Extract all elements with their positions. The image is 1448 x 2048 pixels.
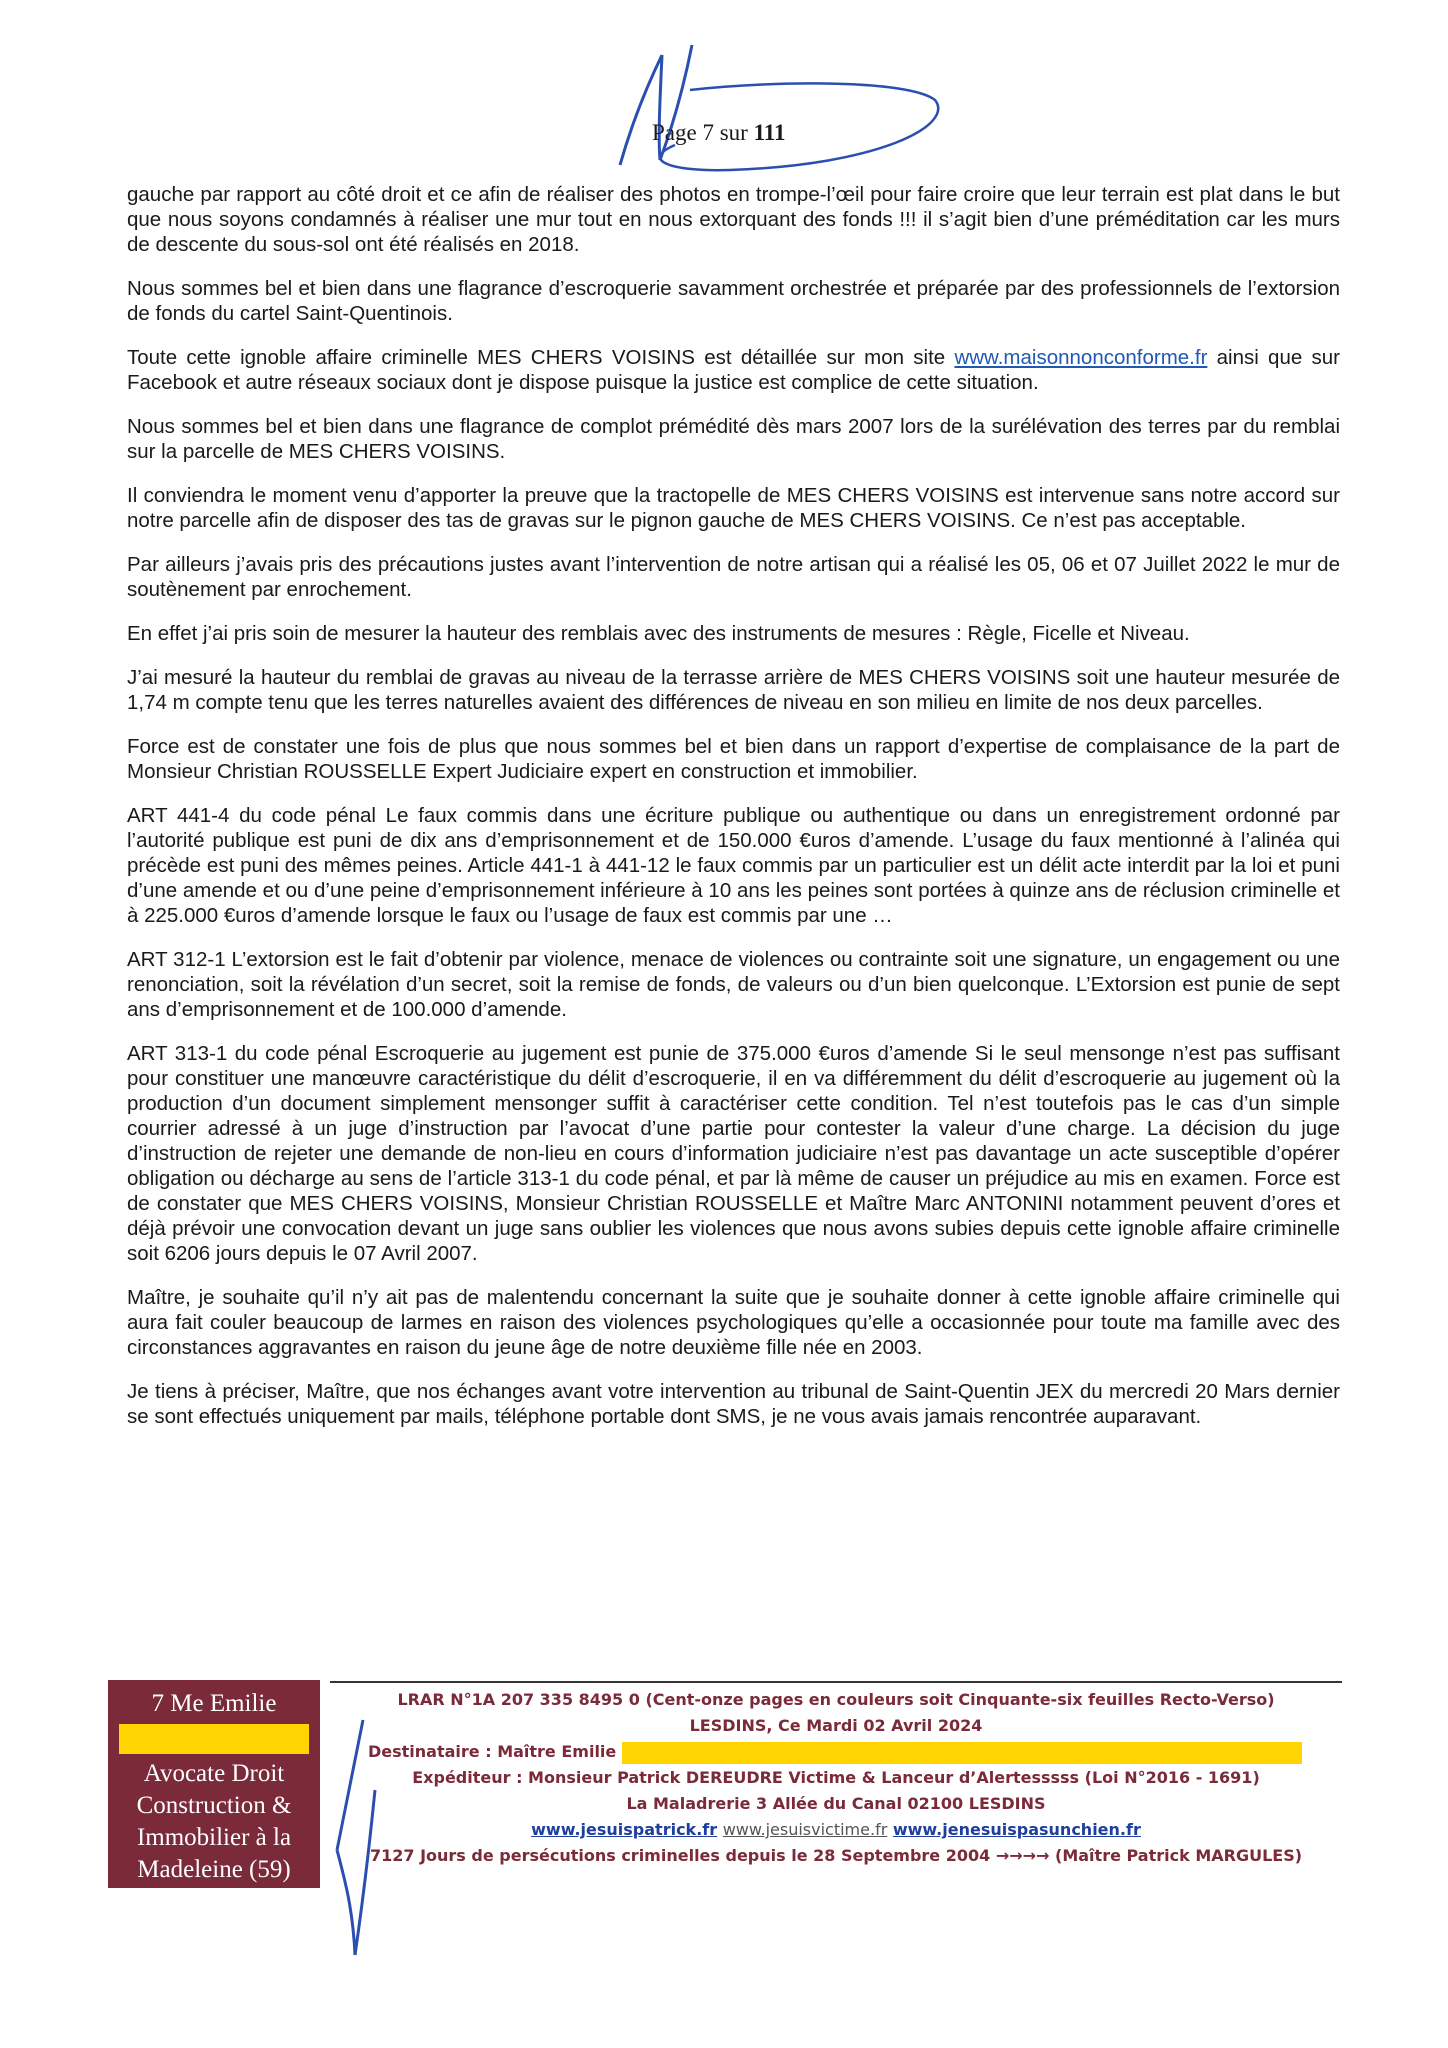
paragraph: Par ailleurs j’avais pris des précautions justes avant l’intervention de notre artisan qui a réalisé les 05, 06 et 07 Juillet 2022 le mur de soutènement par enrochement.	[127, 553, 1340, 601]
paragraph: Il conviendra le moment venu d’apporter la preuve que la tractopelle de MES CHERS VOISINS est intervenue sans notre accord sur notre parcelle afin de disposer des tas de gravas sur le pignon gauche de MES CHERS VOISINS. Ce n’est pas acceptable.	[127, 484, 1340, 532]
paragraph: J’ai mesuré la hauteur du remblai de gravas au niveau de la terrasse arrière de MES CHERS VOISINS soit une hauteur mesurée de 1,74 m compte tenu que les terres naturelles avaient des différences de niveau en son milieu en limite de nos deux parcelles.	[127, 666, 1340, 714]
address: La Maladrerie 3 Allée du Canal 02100 LESDINS	[626, 1794, 1046, 1813]
paragraph-art-313: ART 313-1 du code pénal Escroquerie au jugement est punie de 375.000 €uros d’amende Si le seul mensonge n’est pas suffisant pour constituer une manœuvre caractéristique du délit d’escroquerie, il en va différemment du délit d’escroquerie au jugement où la production d’un document simplement mensonger suffit à caractériser cette condition. Tel n’est toutefois pas le cas d’un simple courrier adressé à un juge d’instruction par l’avocat d’une partie pour contester la valeur d’une charge. La décision du juge d’instruction de rejeter une demande de non-lieu en cours d’information judiciaire n’est pas davantage un acte susceptible d’opérer obligation ou décharge au sens de l’article 313-1 du code pénal, et par là même de causer un préjudice au mis en examen. Force est de constater que MES CHERS VOISINS, Monsieur Christian ROUSSELLE et Maître Marc ANTONINI notamment peuvent d’ores et déjà prévoir une convocation devant un juge sans oublier les violences que nous avons subies depuis cette ignoble affaire criminelle soit 6206 jours depuis le 07 Avril 2007.	[127, 1042, 1340, 1265]
paragraph: Je tiens à préciser, Maître, que nos échanges avant votre intervention au tribunal de Saint-Quentin JEX du mercredi 20 Mars dernier se sont effectués uniquement par mails, téléphone portable dont SMS, je ne vous avais jamais rencontrée auparavant.	[127, 1380, 1340, 1428]
site-link[interactable]: www.jesuisvictime.fr	[722, 1820, 888, 1839]
redaction-block	[119, 1724, 309, 1754]
signature-bottom	[325, 1700, 395, 1990]
letter-footer	[330, 1687, 1342, 1869]
persecution-line: 7127 Jours de persécutions criminelles depuis le 28 Septembre 2004 →→→→ (Maître Patrick MARGULES)	[369, 1846, 1303, 1865]
destinataire: Destinataire : Maître Emilie	[330, 1739, 1342, 1765]
websites	[330, 1817, 1342, 1843]
paragraph: Toute cette ignoble affaire criminelle MES CHERS VOISINS est détaillée sur mon site www.maisonnonconforme.fr ainsi que sur Facebook et autre réseaux sociaux dont je dispose puisque la justice est complice de cette situation.	[127, 346, 1340, 394]
expediteur: Expéditeur : Monsieur Patrick DEREUDRE Victime & Lanceur d’Alertesssss (Loi N°2016 - 1691)	[412, 1768, 1260, 1787]
signature-top	[580, 40, 950, 190]
paragraph: Force est de constater une fois de plus que nous sommes bel et bien dans un rapport d’expertise de complaisance de la part de Monsieur Christian ROUSSELLE Expert Judiciaire expert en construction et immobilier.	[127, 735, 1340, 783]
paragraph-art-312: ART 312-1 L’extorsion est le fait d’obtenir par violence, menace de violences ou contrainte soit une signature, un engagement ou une renonciation, soit la révélation d’un secret, soit la remise de fonds, de valeurs ou d’un bien quelconque. L’Extorsion est punie de sept ans d’emprisonnement et de 100.000 d’amende.	[127, 948, 1340, 1021]
site-link[interactable]: www.jenesuispasunchien.fr	[892, 1820, 1141, 1839]
site-link[interactable]: www.jesuispatrick.fr	[531, 1820, 718, 1839]
page-number: Page 7 sur 111	[652, 120, 786, 145]
footer-divider	[330, 1681, 1342, 1683]
paragraph: Nous sommes bel et bien dans une flagrance d’escroquerie savamment orchestrée et préparée par des professionnels de l’extorsion de fonds du cartel Saint-Quentinois.	[127, 277, 1340, 325]
website-link[interactable]: www.maisonnonconforme.fr	[954, 346, 1208, 369]
redaction-block	[622, 1742, 1302, 1764]
paragraph: Nous sommes bel et bien dans une flagrance de complot prémédité dès mars 2007 lors de la surélévation des terres par du remblai sur la parcelle de MES CHERS VOISINS.	[127, 415, 1340, 463]
letter-body	[127, 182, 1340, 1448]
paragraph-art-441: ART 441-4 du code pénal Le faux commis dans une écriture publique ou authentique ou dans un enregistrement ordonné par l’autorité publique est puni de dix ans d’emprisonnement et de 150.000 €uros d’amende. L’usage du faux mentionné à l’alinéa qui précède est puni des mêmes peines. Article 441-1 à 441-12 le faux commis par un particulier est un délit acte interdit par la loi et puni d’une amende et ou d’une peine d’emprisonnement inférieure à 10 ans les peines sont portées à quinze ans de réclusion criminelle et à 225.000 €uros d’amende lorsque le faux ou l’usage de faux est commis par une …	[127, 804, 1340, 927]
paragraph: gauche par rapport au côté droit et ce afin de réaliser des photos en trompe-l’œil pour faire croire que leur terrain est plat dans le but que nous soyons condamnés à réaliser une mur tout en nous extorquant des fonds !!! il s’agit bien d’une préméditation car les murs de descente du sous-sol ont été réalisés en 2018.	[127, 183, 1340, 256]
place-date: LESDINS, Ce Mardi 02 Avril 2024	[689, 1716, 983, 1735]
paragraph: En effet j’ai pris soin de mesurer la hauteur des remblais avec des instruments de mesures : Règle, Ficelle et Niveau.	[127, 622, 1190, 645]
lrar-number: LRAR N°1A 207 335 8495 0 (Cent-onze pages en couleurs soit Cinquante-six feuilles Recto-Verso)	[397, 1690, 1275, 1709]
paragraph: Maître, je souhaite qu’il n’y ait pas de malentendu concernant la suite que je souhaite donner à cette ignoble affaire criminelle qui aura fait couler beaucoup de larmes en raison des violences psychologiques qu’elle a occasionnée pour toute ma famille avec des circonstances aggravantes en raison du jeune âge de notre deuxième fille née en 2003.	[127, 1286, 1340, 1359]
recipient-box: 7 Me Emilie Avocate Droit Construction & Immobilier à la Madeleine (59)	[108, 1680, 320, 1888]
